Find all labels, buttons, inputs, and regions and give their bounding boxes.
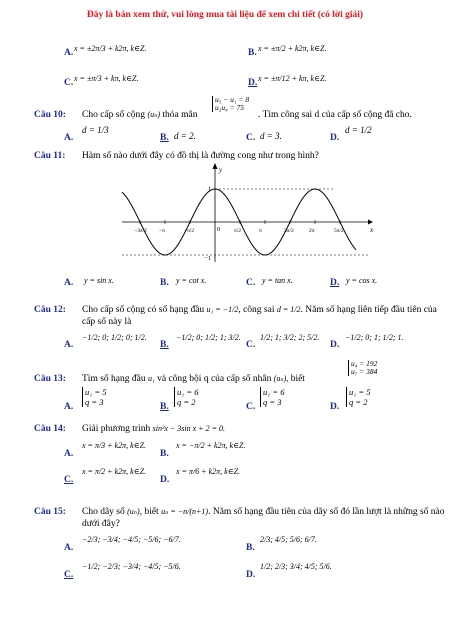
- q11-option-b[interactable]: y = cot x.: [176, 276, 207, 285]
- q13-option-a-label: A.: [64, 402, 74, 412]
- q11-option-b-label: B.: [160, 278, 169, 288]
- q10-option-d-label: D.: [330, 133, 340, 143]
- question-10-number: Câu 10:: [34, 110, 66, 120]
- q10-option-a[interactable]: d = 1/3: [82, 125, 109, 135]
- q14-option-b[interactable]: x = −π/2 + k2π, k∈Z.: [176, 441, 246, 450]
- q11-option-a[interactable]: y = sin x.: [84, 276, 114, 285]
- x-tick-label: 2π: [309, 228, 315, 234]
- x-tick-label: π: [259, 228, 262, 234]
- question-10-text: [82, 110, 197, 120]
- q15-option-b[interactable]: 2/3; 4/5; 5/6; 6/7.: [260, 535, 317, 544]
- preview-banner: Đây là bản xem thử, vui lòng mua tài liệu để xem chi tiết (có lời giải): [86, 10, 364, 20]
- q12-option-a-label: A.: [64, 340, 74, 350]
- question-11-text: Hàm số nào dưới đây có đồ thị là đường cong như trong hình?: [82, 151, 319, 161]
- q10-sys-line2: u₂u₄ = 75: [215, 103, 245, 112]
- q13-text-a: Tìm số hạng đầu: [82, 374, 146, 384]
- q13-option-c-line2: q = 3: [263, 397, 282, 407]
- q15-text-c: . Năm số hạng đầu tiên của dãy số đó lần lượt là những số nào: [208, 507, 445, 517]
- q12-option-d[interactable]: −1/2; 0; 1; 1/2; 1.: [345, 333, 404, 342]
- x-tick-label: −3π/2: [134, 228, 147, 234]
- question-14-number: Câu 14:: [34, 424, 66, 434]
- q12-line1-b: , công sai: [238, 305, 275, 315]
- question-12-line2: cấp số này là: [82, 317, 132, 327]
- q14-option-a[interactable]: x = π/3 + k2π, k∈Z.: [82, 441, 147, 450]
- q13-option-c-line1: u₁ = 6: [263, 387, 285, 397]
- q11-option-c-label: C.: [246, 278, 256, 288]
- q14-option-d[interactable]: x = π/6 + k2π, k∈Z.: [176, 467, 241, 476]
- q13-text-c: biết: [290, 374, 305, 384]
- q15-formula: uₙ = −n/(n+1): [161, 507, 209, 516]
- q12-option-d-label: D.: [330, 340, 340, 350]
- q13-option-d[interactable]: [346, 387, 370, 407]
- x-tick-label: 5π/2: [334, 228, 344, 234]
- y-axis-arrow: [213, 163, 218, 169]
- q12-line1-a: Cho cấp số cộng có số hạng đầu: [82, 305, 205, 315]
- q13-option-b-line2: q = 2: [177, 397, 196, 407]
- top-option-c-label: C.: [64, 78, 74, 88]
- q15-option-a[interactable]: −2/3; −3/4; −4/5; −5/6; −6/7.: [82, 535, 181, 544]
- q13-option-b[interactable]: [174, 387, 198, 407]
- y-one-label: 1: [208, 186, 212, 193]
- q13-sys-line1: u₄ = 192: [351, 359, 378, 368]
- top-option-a-expr: x = ±2π/3 + k2π, k∈Z.: [74, 44, 147, 53]
- q11-graph: [118, 160, 378, 266]
- q13-option-a[interactable]: [82, 387, 106, 407]
- q13-seq: (uₙ),: [273, 374, 289, 383]
- q10-option-c[interactable]: d = 3.: [260, 131, 282, 141]
- top-option-c-expr: x = ±π/3 + kπ, k∈Z.: [74, 74, 139, 83]
- q12-option-c-label: C.: [246, 340, 256, 350]
- q12-option-a[interactable]: −1/2; 0; 1/2; 0; 1/2.: [82, 333, 147, 342]
- q10-option-b-label: B.: [160, 133, 169, 143]
- q14-option-c-label: C.: [64, 475, 74, 485]
- top-option-b-expr: x = ±π/2 + k2π, k∈Z.: [258, 44, 327, 53]
- q13-option-d-label: D.: [330, 402, 340, 412]
- question-14-text: [82, 424, 225, 434]
- q13-option-b-label: B.: [160, 402, 169, 412]
- q14-text: Giải phương trình: [82, 424, 151, 434]
- top-option-b[interactable]: [258, 38, 326, 56]
- q15-text-a: Cho dãy số: [82, 507, 125, 517]
- top-option-d-label: D.: [248, 78, 258, 88]
- q11-option-c[interactable]: y = tan x.: [262, 276, 293, 285]
- x-axis-arrow: [368, 220, 373, 225]
- q12-u1: u₁ = −1/2: [206, 305, 239, 314]
- x-tick-label: 3π/2: [284, 228, 294, 234]
- q13-option-d-line1: u₁ = 5: [349, 387, 371, 397]
- q13-option-c-label: C.: [246, 402, 256, 412]
- q14-option-c[interactable]: x = π/2 + k2π, k∈Z.: [82, 467, 147, 476]
- q15-option-d-label: D.: [246, 570, 256, 580]
- q13-option-c[interactable]: [260, 387, 284, 407]
- q10-option-a-label: A.: [64, 133, 74, 143]
- origin-label: 0: [217, 226, 221, 233]
- top-option-d-expr: x = ±π/12 + kπ, k∈Z.: [258, 74, 327, 83]
- q13-option-d-line2: q = 2: [349, 397, 368, 407]
- q10-option-c-label: C.: [246, 133, 256, 143]
- q14-option-d-label: D.: [160, 475, 170, 485]
- question-11-number: Câu 11:: [34, 151, 66, 161]
- question-13-number: Câu 13:: [34, 374, 66, 384]
- question-15-line2: dưới đây?: [82, 519, 120, 529]
- q12-line1-c: . Năm số hạng liên tiếp đầu tiên của: [300, 305, 437, 315]
- question-12-line1: [82, 305, 437, 315]
- q15-text-b: , biết: [139, 507, 159, 517]
- q10-system: [212, 96, 249, 112]
- top-option-c[interactable]: [74, 68, 138, 86]
- q14-equation: sin²x − 3sin x + 2 = 0.: [152, 424, 225, 433]
- x-tick-label: π/2: [234, 228, 242, 234]
- q13-sys-line2: u₇ = 384: [351, 367, 378, 376]
- q15-option-c[interactable]: −1/2; −2/3; −3/4; −4/5; −5/6.: [82, 562, 181, 571]
- top-option-a[interactable]: [74, 38, 146, 56]
- q12-option-b[interactable]: −1/2; 0; 1/2; 1; 3/2.: [176, 333, 241, 342]
- question-13-text: [82, 374, 305, 384]
- q10-text-c: . Tìm công sai d của cấp số cộng đã cho.: [258, 110, 412, 120]
- q14-option-b-label: B.: [160, 449, 169, 459]
- q15-option-d[interactable]: 1/2; 2/3; 3/4; 4/5; 5/6.: [260, 562, 332, 571]
- top-option-d[interactable]: [258, 68, 326, 86]
- y-neg-one-label: −1: [204, 255, 211, 262]
- q10-sys-line1: u₅ − u₁ = 8: [215, 95, 250, 104]
- q12-d: d = 1/2: [276, 305, 301, 314]
- q11-option-a-label: A.: [64, 278, 74, 288]
- q10-text-a: Cho cấp số cộng: [82, 110, 146, 120]
- q13-system: [348, 360, 377, 376]
- top-option-b-label: B.: [248, 48, 257, 58]
- q13-option-a-line1: u₁ = 5: [85, 387, 107, 397]
- q15-option-b-label: B.: [246, 543, 255, 553]
- x-tick-label: −π: [159, 228, 165, 234]
- y-axis-label: y: [219, 166, 223, 174]
- q13-option-a-line2: q = 3: [85, 397, 104, 407]
- question-15-number: Câu 15:: [34, 507, 66, 517]
- q12-option-c[interactable]: 1/2; 1; 3/2; 2; 5/2.: [260, 333, 320, 342]
- question-15-line1: [82, 507, 445, 517]
- q13-text-b: và công bội q của cấp số nhân: [157, 374, 272, 384]
- q15-seq: (uₙ): [127, 507, 140, 516]
- q15-option-a-label: A.: [64, 543, 74, 553]
- q11-option-d[interactable]: y = cos x.: [346, 276, 378, 285]
- q10-seq: (uₙ): [147, 110, 161, 119]
- q10-option-b[interactable]: d = 2.: [174, 131, 196, 141]
- question-12-number: Câu 12:: [34, 305, 66, 315]
- x-axis-label: x: [370, 226, 374, 234]
- q12-option-b-label: B.: [160, 340, 169, 350]
- q15-option-c-label: C.: [64, 570, 74, 580]
- top-option-a-label: A.: [64, 48, 74, 58]
- x-tick-label: −π/2: [184, 228, 195, 234]
- q10-text-b: thỏa mãn: [162, 110, 198, 120]
- q11-option-d-label: D.: [330, 278, 340, 288]
- q13-option-b-line1: u₁ = 6: [177, 387, 199, 397]
- q14-option-a-label: A.: [64, 449, 74, 459]
- q10-option-d[interactable]: d = 1/2: [345, 125, 372, 135]
- q13-u1: u₁: [147, 374, 155, 383]
